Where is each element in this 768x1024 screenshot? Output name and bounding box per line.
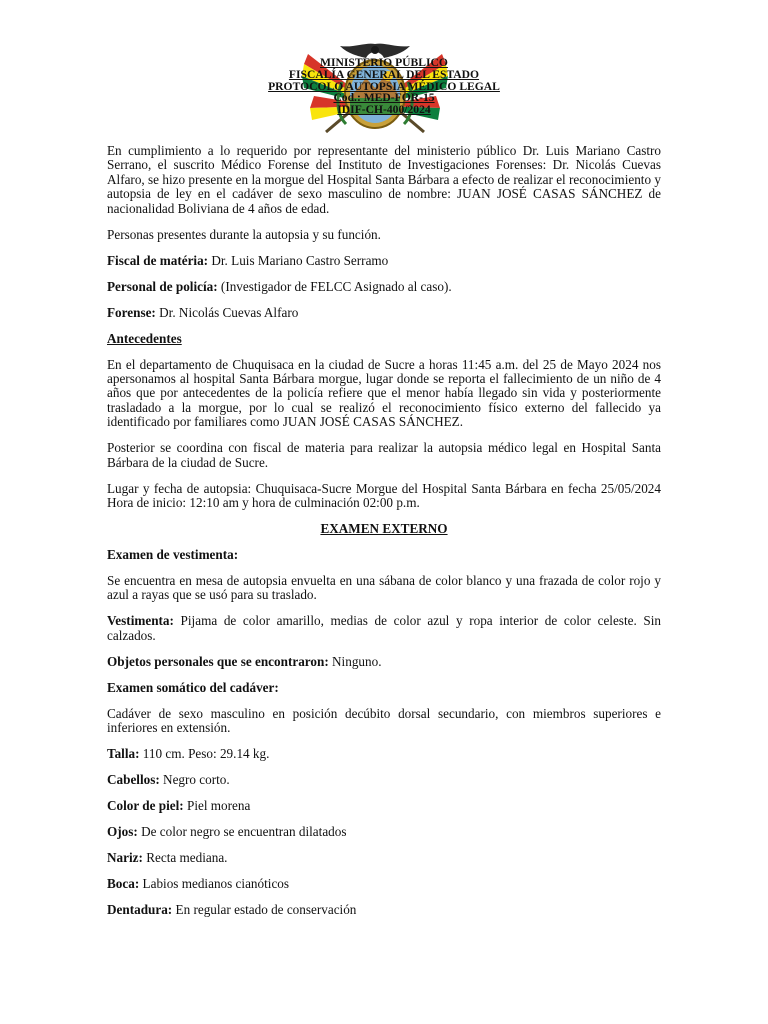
vestimenta-exam-paragraph: Se encuentra en mesa de autopsia envuelta en una sábana de color blanco y una frazada de color rojo y azul a rayas que se usó para su traslado. — [107, 573, 661, 603]
vestimenta-line — [107, 614, 661, 643]
dentadura-label: Dentadura: — [107, 902, 173, 918]
policia-value: (Investigador de FELCC Asignado al caso). — [217, 278, 452, 294]
dentadura-line — [107, 903, 661, 917]
antecedentes-paragraph-3: Lugar y fecha de autopsia: Chuquisaca-Sucre Morgue del Hospital Santa Bárbara en fecha 25/05/2024 Hora de inicio: 12:10 am y hora de culminación 02:00 p.m. — [107, 480, 661, 511]
ojos-label: Ojos: — [107, 824, 138, 840]
fiscal-value: Dr. Luis Mariano Castro Serramo — [208, 252, 389, 268]
header-fiscalia: FISCALÍA GENERAL DEL ESTADO — [288, 67, 480, 81]
somatico-heading: Examen somático del cadáver: — [107, 679, 279, 695]
document-body — [107, 144, 661, 929]
objetos-value: Ninguno. — [328, 653, 382, 669]
piel-label: Color de piel: — [107, 798, 184, 814]
boca-value: Labios medianos cianóticos — [139, 876, 290, 892]
intro-paragraph: En cumplimiento a lo requerido por representante del ministerio público Dr. Luis Mariano Castro Serrano, el suscrito Médico Forense del Instituto de Investigaciones Forenses: Dr. Nicolás Cuevas Alfaro, se hizo presente en la morgue del Hospital Santa Bárbara a efecto de realizar el reconocimiento y autopsia de ley en el cadáver de sexo masculino de nombre: JUAN JOSÉ CASAS SÁNCHEZ de nacionalidad Boliviana de 4 años de edad. — [107, 143, 661, 216]
piel-line — [107, 799, 661, 813]
policia-line — [107, 280, 661, 294]
somatico-paragraph: Cadáver de sexo masculino en posición decúbito dorsal secundario, con miembros superiores e inferiores en extensión. — [107, 705, 661, 736]
header-titles — [0, 57, 768, 116]
policia-label: Personal de policía: — [107, 278, 218, 294]
piel-value: Piel morena — [183, 798, 251, 814]
talla-label: Talla: — [107, 746, 140, 762]
fiscal-line — [107, 254, 661, 268]
cabellos-label: Cabellos: — [107, 772, 160, 788]
talla-line — [107, 747, 661, 761]
ojos-line — [107, 825, 661, 839]
nariz-label: Nariz: — [107, 850, 143, 866]
antecedentes-heading: Antecedentes — [107, 330, 182, 346]
header-case-id: IDIF-CH-400/2024 — [337, 103, 431, 117]
forense-value: Dr. Nicolás Cuevas Alfaro — [155, 304, 299, 320]
nariz-line — [107, 851, 661, 865]
boca-label: Boca: — [107, 876, 140, 892]
vestimenta-label: Vestimenta: — [107, 613, 174, 629]
cabellos-value: Negro corto. — [159, 772, 230, 788]
document-header — [0, 36, 768, 144]
header-protocol: PROTOCOLO AUTOPSIA MÉDICO LEGAL — [268, 79, 500, 93]
cabellos-line — [107, 773, 661, 787]
persons-present-intro: Personas presentes durante la autopsia y su función. — [107, 226, 381, 242]
header-ministry: MINISTERIO PÚBLICO — [320, 56, 448, 69]
ojos-value: De color negro se encuentran dilatados — [137, 824, 347, 840]
header-code: Cod.: MED-FOR-15 — [333, 91, 435, 105]
talla-value: 110 cm. Peso: 29.14 kg. — [139, 746, 270, 762]
objetos-label: Objetos personales que se encontraron: — [107, 653, 329, 669]
antecedentes-paragraph-1: En el departamento de Chuquisaca en la ciudad de Sucre a horas 11:45 a.m. del 25 de Mayo 2024 nos apersonamos al hospital Santa Bárbara morgue, lugar donde se reporta el fallecimiento de un niño de 4 años que por antecedentes de la policía refiere que el menor había llegado sin vida y posteriormente trasladado a la morgue, por lo cual se realizó el reconocimiento físico externo del fallecido ya identificado por familiares como JUAN JOSÉ CASAS SÁNCHEZ. — [107, 356, 661, 430]
objetos-line — [107, 655, 661, 669]
vestimenta-value: Pijama de color amarillo, medias de color azul y ropa interior de color celeste. Sin calzados. — [107, 613, 661, 643]
boca-line — [107, 877, 661, 891]
fiscal-label: Fiscal de matéria: — [107, 252, 209, 268]
nariz-value: Recta mediana. — [142, 850, 228, 866]
antecedentes-paragraph-2: Posterior se coordina con fiscal de materia para realizar la autopsia médico legal en Hospital Santa Bárbara de la ciudad de Sucre. — [107, 440, 661, 470]
examen-externo-heading: EXAMEN EXTERNO — [320, 521, 448, 537]
vestimenta-exam-heading: Examen de vestimenta: — [107, 547, 239, 563]
dentadura-value: En regular estado de conservación — [172, 902, 357, 918]
forense-label: Forense: — [107, 304, 156, 320]
forense-line — [107, 306, 661, 320]
